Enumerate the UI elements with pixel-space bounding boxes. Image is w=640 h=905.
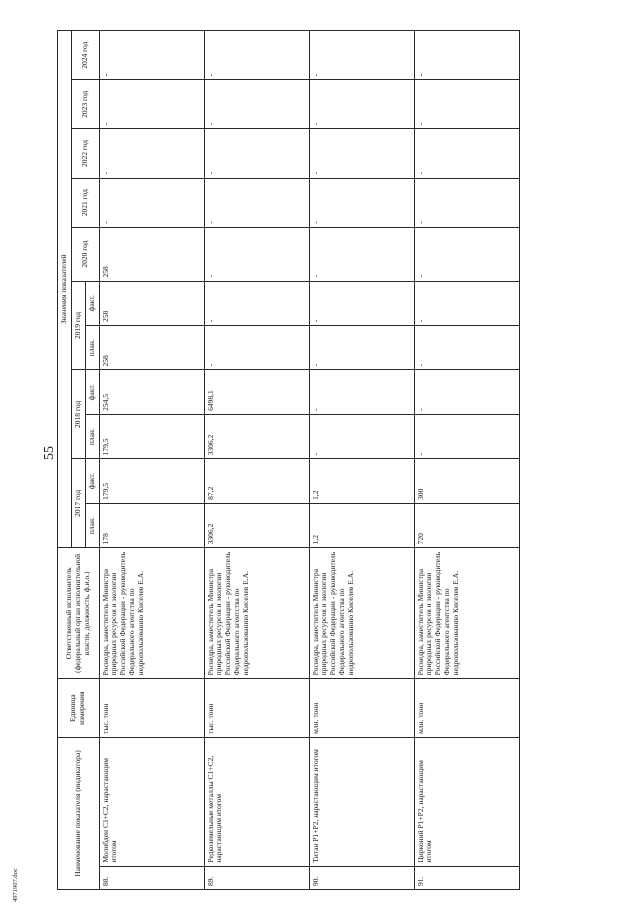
responsible: Роснедра, заместитель Министра природных ресурсов и экологии Российской Федерации - руководитель Федерального агентства по недропользованию Киселев Е.А. xyxy=(309,548,414,679)
value-2022: - xyxy=(414,129,519,178)
value-2017-plan: 3306,2 xyxy=(204,503,309,547)
value-2020: 258 xyxy=(99,227,204,281)
page-number: 55 xyxy=(42,446,57,460)
value-2020: - xyxy=(309,227,414,281)
value-2017-fact: 300 xyxy=(414,459,519,503)
value-2024: - xyxy=(414,31,519,80)
value-2023: - xyxy=(204,80,309,129)
unit: тыс. тонн xyxy=(99,679,204,738)
indicator-name: Редкоземельные металлы С1+С2, нарастающим итогом xyxy=(204,737,309,866)
unit: млн. тонн xyxy=(309,679,414,738)
value-2020: - xyxy=(204,227,309,281)
value-2022: - xyxy=(309,129,414,178)
table-row-91 xyxy=(414,31,519,890)
header-2019-fact: факт. xyxy=(85,281,99,325)
table-row-90 xyxy=(309,31,414,890)
table-row-88 xyxy=(99,31,204,890)
header-indicator-name: Наименование показателя (индикатора) xyxy=(58,737,100,889)
header-2021: 2021 год xyxy=(71,178,99,227)
value-2019-plan: 258 xyxy=(99,325,204,369)
value-2019-plan: - xyxy=(204,325,309,369)
value-2019-fact: - xyxy=(309,281,414,325)
value-2017-fact: 1,2 xyxy=(309,459,414,503)
header-unit: Единица измерения xyxy=(58,679,100,738)
row-number: 91. xyxy=(414,866,519,889)
header-2018-fact: факт. xyxy=(85,370,99,414)
header-2019: 2019 год xyxy=(71,281,85,370)
value-2018-fact: 254,5 xyxy=(99,370,204,414)
row-number: 90. xyxy=(309,866,414,889)
value-2018-plan: - xyxy=(414,414,519,458)
header-2017-plan: план. xyxy=(85,503,99,547)
value-2021: - xyxy=(309,178,414,227)
value-2017-plan: 720 xyxy=(414,503,519,547)
indicator-name: Титан Р1+Р2, нарастающим итогом xyxy=(309,737,414,866)
header-2017: 2017 год xyxy=(71,459,85,548)
value-2018-plan: 179,5 xyxy=(99,414,204,458)
value-2019-fact: - xyxy=(204,281,309,325)
value-2024: - xyxy=(204,31,309,80)
header-responsible: Ответственный исполнитель (федеральный орган исполнительной власти, должность, ф.и.о.) xyxy=(58,548,100,679)
value-2018-plan: - xyxy=(309,414,414,458)
unit: млн. тонн xyxy=(414,679,519,738)
value-2021: - xyxy=(99,178,204,227)
value-2019-fact: - xyxy=(414,281,519,325)
header-2017-fact: факт. xyxy=(85,459,99,503)
value-2019-plan: - xyxy=(414,325,519,369)
value-2017-plan: 1,2 xyxy=(309,503,414,547)
value-2018-plan: 3306,2 xyxy=(204,414,309,458)
value-2019-fact: 258 xyxy=(99,281,204,325)
table-row-89 xyxy=(204,31,309,890)
header-2024: 2024 год xyxy=(71,31,99,80)
header-2019-plan: план. xyxy=(85,325,99,369)
header-values: Значения показателей xyxy=(58,31,72,548)
value-2017-plan: 178 xyxy=(99,503,204,547)
header-2018: 2018 год xyxy=(71,370,85,459)
value-2017-fact: 87,2 xyxy=(204,459,309,503)
responsible: Роснедра, заместитель Министра природных ресурсов и экологии Российской Федерации - руководитель Федерального агентства по недропользованию Киселев Е.А. xyxy=(99,548,204,679)
header-2022: 2022 год xyxy=(71,129,99,178)
responsible: Роснедра, заместитель Министра природных ресурсов и экологии Российской Федерации - руководитель Федерального агентства по недропользованию Киселев Е.А. xyxy=(204,548,309,679)
value-2021: - xyxy=(204,178,309,227)
header-2020: 2020 год xyxy=(71,227,99,281)
header-2023: 2023 год xyxy=(71,80,99,129)
value-2022: - xyxy=(99,129,204,178)
indicator-table-rotated xyxy=(57,30,602,890)
header-2018-plan: план. xyxy=(85,414,99,458)
value-2018-fact: - xyxy=(309,370,414,414)
value-2024: - xyxy=(309,31,414,80)
value-2020: - xyxy=(414,227,519,281)
value-2023: - xyxy=(414,80,519,129)
value-2018-fact: - xyxy=(414,370,519,414)
value-2021: - xyxy=(414,178,519,227)
value-2023: - xyxy=(309,80,414,129)
value-2022: - xyxy=(204,129,309,178)
value-2018-fact: 6498,1 xyxy=(204,370,309,414)
value-2017-fact: 179,5 xyxy=(99,459,204,503)
responsible: Роснедра, заместитель Министра природных ресурсов и экологии Российской Федерации - руководитель Федерального агентства по недропользованию Киселев Е.А. xyxy=(414,548,519,679)
indicator-name: Цирконий Р1+Р2, нарастающим итогом xyxy=(414,737,519,866)
indicator-table xyxy=(57,30,520,890)
row-number: 88. xyxy=(99,866,204,889)
value-2024: - xyxy=(99,31,204,80)
row-number: 89. xyxy=(204,866,309,889)
value-2023: - xyxy=(99,80,204,129)
document-code: 4971907.doc xyxy=(12,868,19,902)
indicator-name: Молибден С1+С2, нарастающим итогом xyxy=(99,737,204,866)
unit: тыс. тонн xyxy=(204,679,309,738)
value-2019-plan: - xyxy=(309,325,414,369)
